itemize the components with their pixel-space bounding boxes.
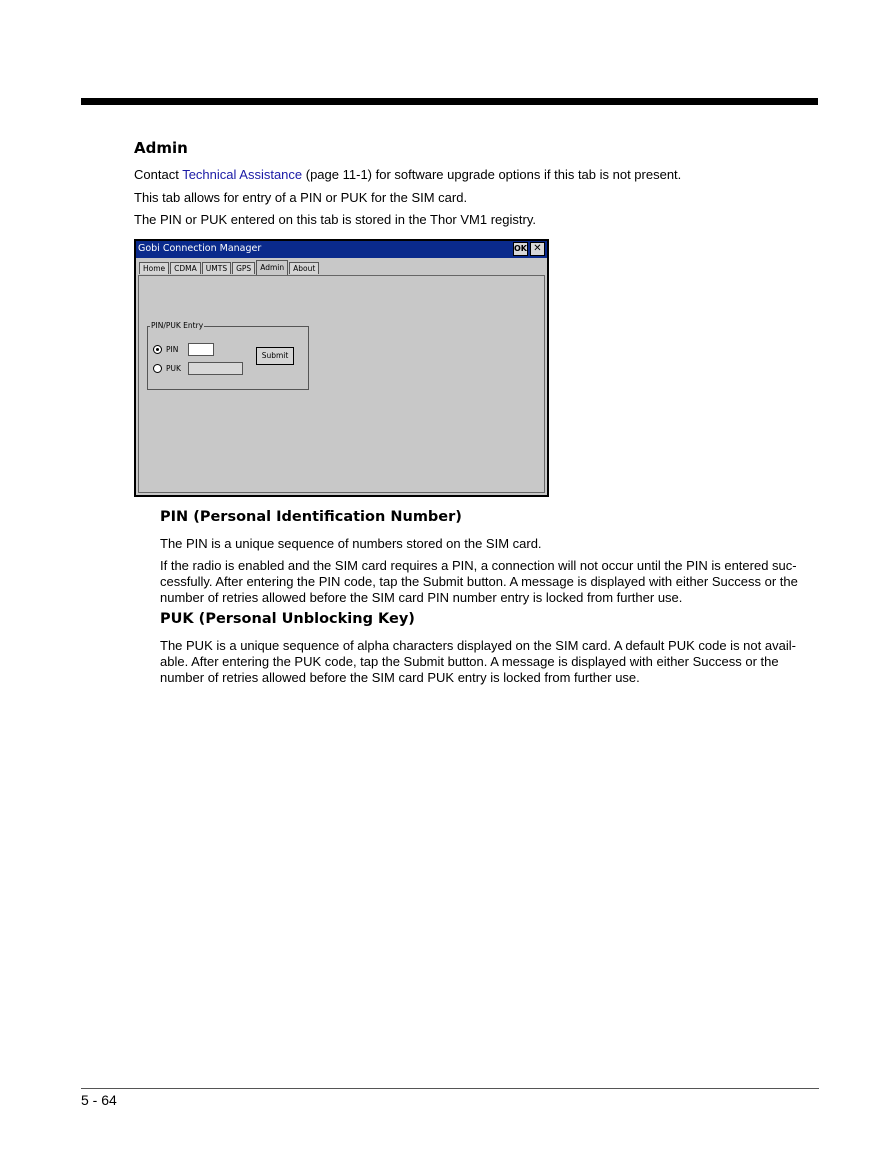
ok-button[interactable]: OK bbox=[513, 242, 528, 256]
admin-tab-panel bbox=[138, 275, 545, 493]
close-button[interactable]: ✕ bbox=[530, 242, 545, 256]
tab-umts[interactable]: UMTS bbox=[202, 262, 231, 274]
technical-assistance-link[interactable]: Technical Assistance bbox=[182, 167, 303, 182]
pin-paragraph-2: If the radio is enabled and the SIM card requires a PIN, a connection will not occur until the PIN is entered suc-cessfully. After entering the PIN code, tap the Submit button. A message is displayed with either Success or the number of retries allowed before the SIM card PIN number entry is locked from further use. bbox=[160, 558, 798, 605]
tab-about[interactable]: About bbox=[289, 262, 319, 274]
pin-input[interactable] bbox=[188, 343, 214, 356]
puk-label: PUK bbox=[166, 364, 181, 373]
tab-home[interactable]: Home bbox=[139, 262, 169, 274]
pin-puk-group bbox=[147, 321, 309, 390]
pin-label: PIN bbox=[166, 345, 179, 354]
tab-admin[interactable]: Admin bbox=[256, 260, 288, 275]
window-title: Gobi Connection Manager bbox=[138, 243, 262, 254]
intro-paragraph-1 bbox=[134, 167, 681, 183]
intro-text-after: (page 11-1) for software upgrade options if this tab is not present. bbox=[302, 167, 682, 182]
section-heading-admin: Admin bbox=[134, 139, 188, 157]
intro-paragraph-2: This tab allows for entry of a PIN or PUK for the SIM card. bbox=[134, 190, 468, 205]
bottom-rule bbox=[81, 1088, 819, 1089]
puk-section-title: PUK (Personal Unblocking Key) bbox=[160, 611, 415, 627]
puk-radio[interactable] bbox=[153, 364, 162, 373]
puk-input[interactable] bbox=[188, 362, 243, 375]
tab-gps[interactable]: GPS bbox=[232, 262, 255, 274]
group-label: PIN/PUK Entry bbox=[151, 321, 204, 330]
puk-paragraph-1: The PUK is a unique sequence of alpha characters displayed on the SIM card. A default PUK code is not avail-able. After entering the PUK code, tap the Submit button. A message is displayed with either Success or the number of retries allowed before the SIM card PUK entry is locked from further use. bbox=[160, 638, 796, 685]
gobi-window-screenshot bbox=[134, 239, 549, 497]
page-number: 5 - 64 bbox=[81, 1092, 117, 1108]
pin-radio[interactable] bbox=[153, 345, 162, 354]
tab-cdma[interactable]: CDMA bbox=[170, 262, 201, 274]
pin-section-title: PIN (Personal Identification Number) bbox=[160, 509, 462, 525]
top-rule bbox=[81, 98, 818, 105]
submit-button[interactable]: Submit bbox=[256, 347, 294, 365]
window-titlebar bbox=[136, 241, 547, 258]
intro-text-before: Contact bbox=[134, 167, 183, 182]
tab-strip bbox=[139, 262, 320, 276]
pin-paragraph-1: The PIN is a unique sequence of numbers stored on the SIM card. bbox=[160, 536, 542, 551]
intro-paragraph-3: The PIN or PUK entered on this tab is stored in the Thor VM1 registry. bbox=[134, 212, 536, 227]
